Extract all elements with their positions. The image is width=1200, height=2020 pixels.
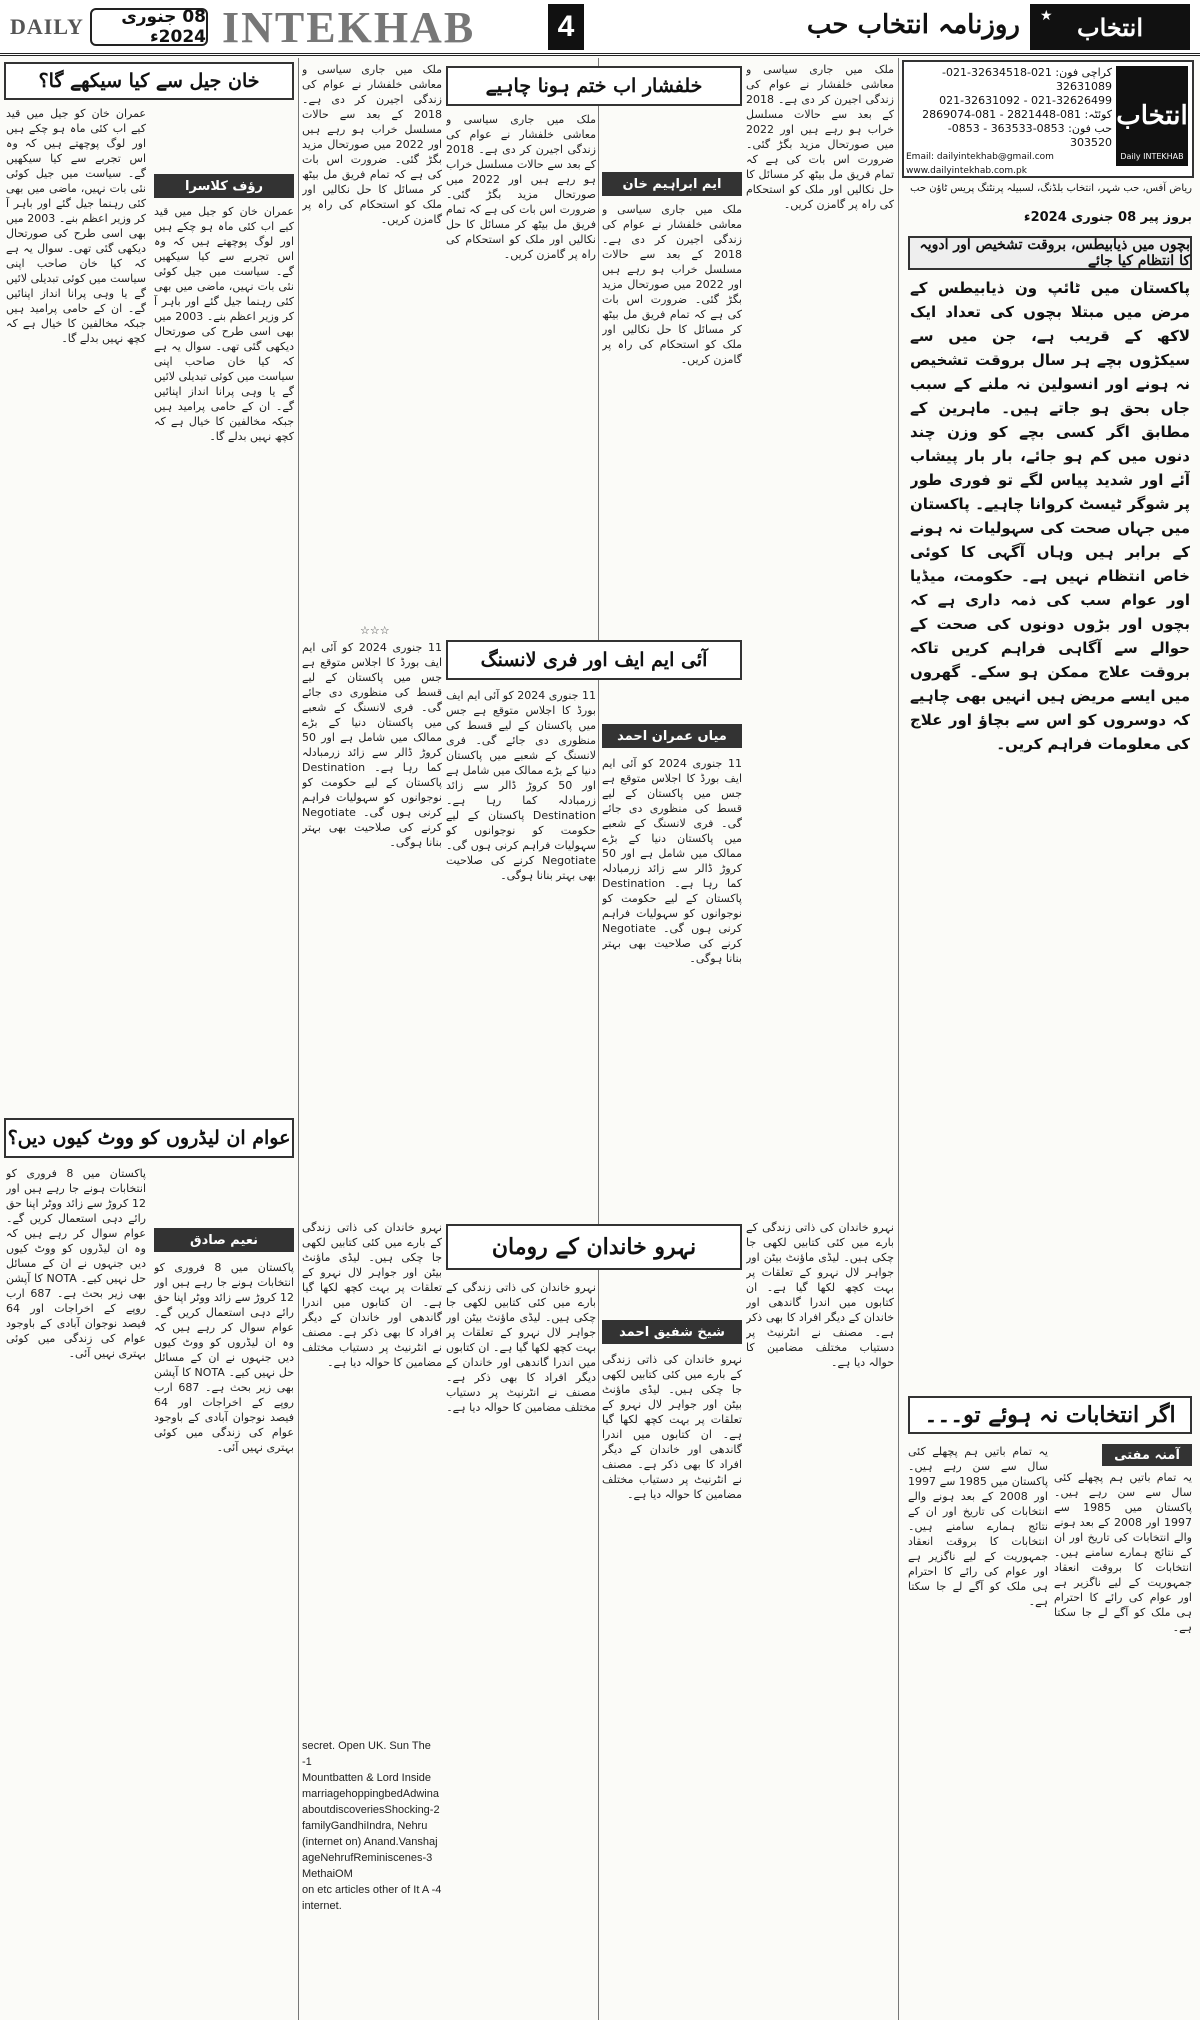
author-box-khan: رؤف کلاسرا xyxy=(154,174,294,198)
contact-lines xyxy=(906,66,1112,176)
article-body-vote-cont: پاکستان میں 8 فروری کو انتخابات ہونے جا رہے ہیں اور 12 کروڑ سے زائد ووٹر اپنا حق رائے دہی استعمال کریں گے۔ عوام سوال کر رہے ہیں کہ وہ ان لیڈروں کو ووٹ کیوں دیں جنہوں نے ان کے مسائل حل نہیں کیے۔ NOTA کا آپشن بھی زیر بحث ہے۔ 687 ارب روپے کے اخراجات اور 64 فیصد نوجوان آبادی کے باوجود عوام کی زندگی میں کوئی بہتری نہیں آئی۔ xyxy=(154,1261,294,1454)
article-body-khalfishar-far: ملک میں جاری سیاسی و معاشی خلفشار نے عوام کی زندگی اجیرن کر دی ہے۔ 2018 کے بعد سے حالات مسلسل خراب ہو رہے ہیں اور 2022 میں صورتحال مزید بگڑ گئی۔ ضرورت اس بات کی ہے کہ تمام فریق مل بیٹھ کر مسائل کا حل نکالیں اور ملک کو استحکام کی راہ پر گامزن کریں۔ xyxy=(746,63,894,211)
article-body-nehru-right: نہرو خاندان کی ذاتی زندگی کے بارے میں کئی کتابیں لکھی جا چکی ہیں۔ لیڈی ماؤنٹ بیٹن اور جواہر لال نہرو کے تعلقات پر بہت کچھ لکھا گیا ہے۔ ان کتابوں میں اندرا گاندھی اور خاندان کے دیگر افراد کا بھی ذکر ہے۔ مصنف نے انٹرنیٹ پر دستیاب مختلف مضامین کا حوالہ دیا ہے۔ xyxy=(602,1353,742,1501)
article-body-vote: پاکستان میں 8 فروری کو انتخابات ہونے جا رہے ہیں اور 12 کروڑ سے زائد ووٹر اپنا حق رائے دہی استعمال کریں گے۔ عوام سوال کر رہے ہیں کہ وہ ان لیڈروں کو ووٹ کیوں دیں جنہوں نے ان کے مسائل حل نہیں کیے۔ NOTA کا آپشن بھی زیر بحث ہے۔ 687 ارب روپے کے اخراجات اور 64 فیصد نوجوان آبادی کے باوجود عوام کی زندگی میں کوئی بہتری نہیں آئی۔ xyxy=(6,1167,146,1360)
reference-line: (internet on) Anand.Vanshaj xyxy=(302,1836,438,1848)
reference-line: ageNehrufReminiscenes-3 xyxy=(302,1852,433,1864)
reference-line: secret. Open UK. Sun The -1 xyxy=(302,1740,431,1768)
reference-line: Mountbatten & Lord Inside xyxy=(302,1772,432,1784)
article-body-khan-cont: عمران خان کو جیل میں قید کیے اب کئی ماہ ہو چکے ہیں اور لوگ پوچھتے ہیں کہ وہ اس تجربے سے کیا سیکھیں گے۔ سیاست میں جیل کوئی نئی بات نہیں، ماضی میں بھی کئی رہنما جیل گئے اور باہر آ کر وزیر اعظم بنے۔ 2003 میں بھی اسی طرح کی صورتحال دیکھی گئی تھی۔ سوال یہ ہے کہ کیا خان صاحب اپنی سیاست میں کوئی تبدیلی لائیں گے یا وہی پرانا انداز اپنائیں گے۔ ان کے حامی پرامید ہیں جبکہ مخالفین کا خیال ہے کہ کچھ نہیں بدلے گا۔ xyxy=(154,205,294,443)
article-headline-khalfishar[interactable]: خلفشار اب ختم ہونا چاہیے xyxy=(446,66,742,106)
contact-line: حب فون: 0853-363533 - 0853-303520 xyxy=(947,122,1112,149)
editorial-body: پاکستان میں ٹائپ ون ذیابیطس کے مرض میں مبتلا بچوں کی تعداد ایک لاکھ کے قریب ہے، جن میں سے سیکڑوں بچے ہر سال بروقت تشخیص نہ ہونے اور انسولین نہ ملنے کے سبب جاں بحق ہو جاتے ہیں۔ ماہرین کے مطابق اگر کسی بچے کو وزن چند دنوں میں کم ہو جائے، بار بار پیشاب آئے اور شدید پیاس لگے تو فوری طور پر شوگر ٹیسٹ کروانا چاہیے۔ پاکستان میں جہاں صحت کی سہولیات نہ ہونے کے برابر ہیں وہاں آگہی کا کوئی خاص انتظام نہیں ہے۔ حکومت، میڈیا اور عوام سب کی ذمہ داری ہے کہ بچوں اور بڑوں دونوں کی صحت کے حوالے سے آگاہی فراہم کریں تاکہ بروقت علاج ممکن ہو سکے۔ گھروں میں ایسے مریض ہیں انہیں بھی چاہیے کہ دوسروں کو اس سے بچاؤ اور علاج کی معلومات فراہم کریں۔ xyxy=(910,279,1190,753)
contact-logo-caption: Daily INTEKHAB xyxy=(1120,152,1184,161)
english-reference-list xyxy=(302,1738,442,2008)
article-body-imf-right: 11 جنوری 2024 کو آئی ایم ایف بورڈ کا اجلاس متوقع ہے جس میں پاکستان کے لیے قسط کی منظوری دی جائے گی۔ فری لانسنگ کے شعبے میں پاکستان دنیا کے بڑے ممالک میں شامل ہے اور 50 کروڑ ڈالر سے زائد زرمبادلہ کما رہا ہے۔ Destination پاکستان کے لیے حکومت کو نوجوانوں کو سہولیات فراہم کرنی ہوں گی۔ Negotiate کرنے کی صلاحیت بھی بہتر بنانا ہوگی۔ xyxy=(602,757,742,965)
article-body-khan: عمران خان کو جیل میں قید کیے اب کئی ماہ ہو چکے ہیں اور لوگ پوچھتے ہیں کہ وہ اس تجربے سے کیا سیکھیں گے۔ سیاست میں جیل کوئی نئی بات نہیں، ماضی میں بھی کئی رہنما جیل گئے اور باہر آ کر وزیر اعظم بنے۔ 2003 میں بھی اسی طرح کی صورتحال دیکھی گئی تھی۔ سوال یہ ہے کہ کیا خان صاحب اپنی سیاست میں کوئی تبدیلی لائیں گے یا وہی پرانا انداز اپنائیں گے۔ ان کے حامی پرامید ہیں جبکہ مخالفین کا خیال ہے کہ کچھ نہیں بدلے گا۔ xyxy=(6,107,146,345)
masthead-name: INTEKHAB xyxy=(222,3,476,52)
reference-line: internet. xyxy=(302,1900,342,1912)
article-body-imf-mid: 11 جنوری 2024 کو آئی ایم ایف بورڈ کا اجلاس متوقع ہے جس میں پاکستان کے لیے قسط کی منظوری دی جائے گی۔ فری لانسنگ کے شعبے میں پاکستان دنیا کے بڑے ممالک میں شامل ہے اور 50 کروڑ ڈالر سے زائد زرمبادلہ کما رہا ہے۔ Destination پاکستان کے لیے حکومت کو نوجوانوں کو سہولیات فراہم کرنی ہوں گی۔ Negotiate کرنے کی صلاحیت بھی بہتر بنانا ہوگی۔ xyxy=(446,689,596,882)
contact-line: کوئٹہ: 081-2821448 - 081-2869074 xyxy=(922,108,1112,121)
reference-line: MethaiOM xyxy=(302,1868,353,1880)
column-divider xyxy=(898,58,899,2020)
contact-line: کراچی فون: 021-32634518-021-32631089 xyxy=(941,66,1112,93)
contact-line: 021-32626499 - 021-32631092 xyxy=(939,94,1112,107)
column-divider xyxy=(298,58,299,2020)
reference-line: aboutdiscoveriesShocking-2 xyxy=(302,1804,440,1816)
author-box-imf: میاں عمران احمد xyxy=(602,724,742,748)
reference-line: familyGandhiIndra, Nehru xyxy=(302,1820,428,1832)
masthead-urdu-title: روزنامہ انتخاب حب xyxy=(806,10,1020,40)
contact-address: ریاض آفس، حب شہر، انتخاب بلڈنگ، لسبیلہ پرنٹنگ پریس ٹاؤن حب xyxy=(910,183,1192,194)
article-body-khalfishar-left: ملک میں جاری سیاسی و معاشی خلفشار نے عوام کی زندگی اجیرن کر دی ہے۔ 2018 کے بعد سے حالات مسلسل خراب ہو رہے ہیں اور 2022 میں صورتحال مزید بگڑ گئی۔ ضرورت اس بات کی ہے کہ تمام فریق مل بیٹھ کر مسائل کا حل نکالیں اور ملک کو استحکام کی راہ پر گامزن کریں۔ xyxy=(302,63,442,226)
reference-line: on etc articles other of It A -4 xyxy=(302,1884,442,1896)
masthead-daily: DAILY xyxy=(10,14,84,39)
article-body-imf-left: 11 جنوری 2024 کو آئی ایم ایف بورڈ کا اجلاس متوقع ہے جس میں پاکستان کے لیے قسط کی منظوری دی جائے گی۔ فری لانسنگ کے شعبے میں پاکستان دنیا کے بڑے ممالک میں شامل ہے اور 50 کروڑ ڈالر سے زائد زرمبادلہ کما رہا ہے۔ Destination پاکستان کے لیے حکومت کو نوجوانوں کو سہولیات فراہم کرنی ہوں گی۔ Negotiate کرنے کی صلاحیت بھی بہتر بنانا ہوگی۔ xyxy=(302,641,442,849)
article-body-nehru-left: نہرو خاندان کی ذاتی زندگی کے بارے میں کئی کتابیں لکھی جا چکی ہیں۔ لیڈی ماؤنٹ بیٹن اور جواہر لال نہرو کے تعلقات پر بہت کچھ لکھا گیا ہے۔ ان کتابوں میں اندرا گاندھی اور خاندان کے دیگر افراد کا بھی ذکر ہے۔ مصنف نے انٹرنیٹ پر دستیاب مختلف مضامین کا حوالہ دیا ہے۔ xyxy=(302,1221,442,1369)
article-headline-vote[interactable]: عوام ان لیڈروں کو ووٹ کیوں دیں؟ xyxy=(4,1118,294,1158)
author-box-nehru: شیخ شفیق احمد xyxy=(602,1320,742,1344)
article-headline-imf[interactable]: آئی ایم ایف اور فری لانسنگ xyxy=(446,640,742,680)
article-body-nehru-mid: نہرو خاندان کی ذاتی زندگی کے بارے میں کئی کتابیں لکھی جا چکی ہیں۔ لیڈی ماؤنٹ بیٹن اور جواہر لال نہرو کے تعلقات پر بہت کچھ لکھا گیا ہے۔ ان کتابوں میں اندرا گاندھی اور خاندان کے دیگر افراد کا بھی ذکر ہے۔ مصنف نے انٹرنیٹ پر دستیاب مختلف مضامین کا حوالہ دیا ہے۔ xyxy=(446,1281,596,1414)
article-body-khalfishar-right: ملک میں جاری سیاسی و معاشی خلفشار نے عوام کی زندگی اجیرن کر دی ہے۔ 2018 کے بعد سے حالات مسلسل خراب ہو رہے ہیں اور 2022 میں صورتحال مزید بگڑ گئی۔ ضرورت اس بات کی ہے کہ تمام فریق مل بیٹھ کر مسائل کا حل نکالیں اور ملک کو استحکام کی راہ پر گامزن کریں۔ xyxy=(602,203,742,366)
page-number: 4 xyxy=(548,4,584,50)
column-divider xyxy=(598,58,599,2020)
article-body-nehru-far: نہرو خاندان کی ذاتی زندگی کے بارے میں کئی کتابیں لکھی جا چکی ہیں۔ لیڈی ماؤنٹ بیٹن اور جواہر لال نہرو کے تعلقات پر بہت کچھ لکھا گیا ہے۔ ان کتابوں میں اندرا گاندھی اور خاندان کے دیگر افراد کا بھی ذکر ہے۔ مصنف نے انٹرنیٹ پر دستیاب مختلف مضامین کا حوالہ دیا ہے۔ xyxy=(746,1221,894,1369)
reference-line: marriagehoppingbedAdwina xyxy=(302,1788,439,1800)
author-box-side: آمنہ مفتی xyxy=(1102,1444,1192,1466)
author-box-vote: نعیم صادق xyxy=(154,1228,294,1252)
contact-line[interactable]: Email: dailyintekhab@gmail.com www.dailyintekhab.com.pk xyxy=(906,152,1054,176)
contact-logo: انتخاب xyxy=(1116,66,1188,166)
side-article-body-left: یہ تمام باتیں ہم پچھلے کئی سال سے سن رہے ہیں۔ پاکستان میں 1985 سے 1997 اور 2008 کے بعد ہونے والے انتخابات کی تاریخ اور ان کے نتائج ہمارے سامنے ہیں۔ انتخابات کا بروقت انعقاد جمہوریت کے لیے ناگزیر ہے اور عوام کی رائے کا احترام ہی ملک کو آگے لے جا سکتا ہے۔ xyxy=(908,1445,1048,1608)
side-article-body-right: یہ تمام باتیں ہم پچھلے کئی سال سے سن رہے ہیں۔ پاکستان میں 1985 سے 1997 اور 2008 کے بعد ہونے والے انتخابات کی تاریخ اور ان کے نتائج ہمارے سامنے ہیں۔ انتخابات کا بروقت انعقاد جمہوریت کے لیے ناگزیر ہے اور عوام کی رائے کا احترام ہی ملک کو آگے لے جا سکتا ہے۔ xyxy=(1054,1471,1192,1634)
masthead-date: 08 جنوری 2024ء xyxy=(90,8,208,46)
article-headline-nehru[interactable]: نہرو خاندان کے رومان xyxy=(446,1224,742,1270)
masthead xyxy=(0,0,1200,56)
article-headline-khan[interactable]: خان جیل سے کیا سیکھے گا؟ xyxy=(4,62,294,100)
article-body-khalfishar-mid: ملک میں جاری سیاسی و معاشی خلفشار نے عوام کی زندگی اجیرن کر دی ہے۔ 2018 کے بعد سے حالات مسلسل خراب ہو رہے ہیں اور 2022 میں صورتحال مزید بگڑ گئی۔ ضرورت اس بات کی ہے کہ تمام فریق مل بیٹھ کر مسائل کا حل نکالیں اور ملک کو استحکام کی راہ پر گامزن کریں۔ xyxy=(446,113,596,261)
author-box-khalfishar: ایم ابراہیم خان xyxy=(602,172,742,196)
editorial-headline[interactable]: بچوں میں ذیابیطس، بروقت تشخیص اور ادویہ کا انتظام کیا جائے xyxy=(908,236,1192,270)
star-icon: ★ xyxy=(1040,8,1053,24)
end-stars: ☆☆☆ xyxy=(360,624,390,637)
editorial-date: بروز پیر 08 جنوری 2024ء xyxy=(1023,210,1192,225)
masthead-logo: انتخاب xyxy=(1030,4,1190,50)
side-article-headline[interactable]: اگر انتخابات نہ ہوئے تو۔۔۔ xyxy=(908,1396,1192,1434)
